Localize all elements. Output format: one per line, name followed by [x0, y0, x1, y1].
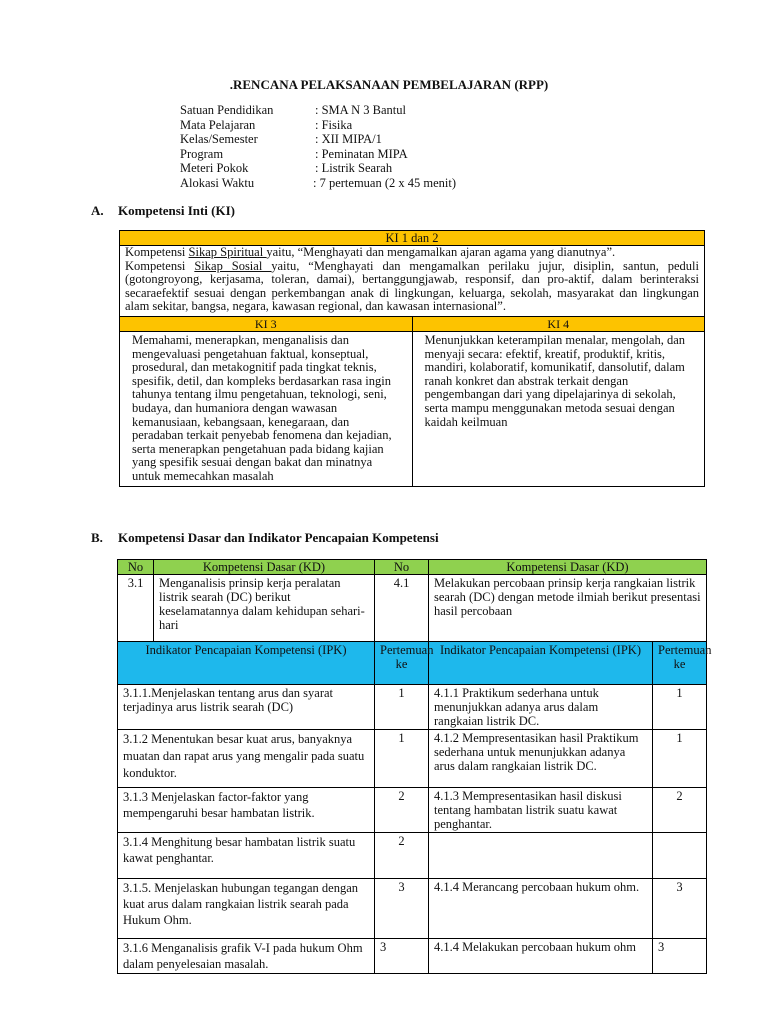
- section-a-heading: [91, 203, 235, 219]
- info-label: Meteri Pokok: [180, 161, 249, 176]
- info-row: [180, 132, 456, 147]
- ki3-body: Memahami, menerapkan, menganalisis dan mengevaluasi pengetahuan faktual, konseptual, prosedural, dan metakognitif pada tingkat teknis, spesifik, detil, dan kompleks berdasarkan rasa ingin tahunya tentang ilmu pengetahuan, teknologi, seni, budaya, dan humaniora dengan wawasan kemanusiaan, kebangsaan, kenegaraan, dan peradaban terkait penyebab fenomena dan kejadian, serta menerapkan pengetahuan pada bidang kajian yang spesifik sesuai dengan bakat dan minatnya untuk memecahkan masalah: [120, 331, 413, 486]
- section-letter: A.: [91, 203, 104, 218]
- info-value: : Listrik Searah: [315, 161, 393, 176]
- section-letter: B.: [91, 530, 103, 545]
- pertemuan-cell: 1: [653, 685, 707, 730]
- pertemuan-cell: 1: [375, 685, 429, 730]
- header-pertemuan-4: Pertemuan ke: [653, 642, 707, 685]
- ipk-4-cell: 4.1.4 Melakukan percobaan hukum ohm: [429, 939, 653, 974]
- ipk-3-cell: 3.1.3 Menjelaskan factor-faktor yang mempengaruhi besar hambatan listrik.: [118, 788, 375, 833]
- ki12-body: [120, 246, 705, 317]
- section-title: Kompetensi Dasar dan Indikator Pencapaian Kompetensi: [118, 530, 439, 545]
- ipk-4-cell: 4.1.3 Mempresentasikan hasil diskusi tentang hambatan listrik suatu kawat penghantar.: [429, 788, 653, 833]
- info-label: Program: [180, 146, 224, 161]
- info-label: Mata Pelajaran: [180, 117, 256, 132]
- ipk-3-cell: 3.1.6 Menganalisis grafik V-I pada hukum Ohm dalam penyelesaian masalah.: [118, 939, 375, 974]
- kd-4-1: Melakukan percobaan prinsip kerja rangkaian listrik searah (DC) dengan metode ilmiah berikut presentasi hasil percobaan: [429, 575, 707, 642]
- pertemuan-cell: 1: [375, 730, 429, 788]
- info-row: [180, 118, 456, 133]
- kd-no-3-1: 3.1: [118, 575, 154, 642]
- pertemuan-cell: 3: [653, 939, 707, 974]
- header-kd-1: Kompetensi Dasar (KD): [154, 560, 375, 575]
- info-row: [180, 147, 456, 162]
- ki1-text: [125, 246, 699, 260]
- pertemuan-cell: 3: [375, 939, 429, 974]
- info-value: : XII MIPA/1: [315, 132, 382, 147]
- info-label: Satuan Pendidikan: [180, 103, 274, 117]
- ipk-3-cell: 3.1.5. Menjelaskan hubungan tegangan dengan kuat arus dalam rangkaian listrik searah pada Hukum Ohm.: [118, 879, 375, 939]
- pertemuan-cell: 1: [653, 730, 707, 788]
- ki1-post: yaitu, “Menghayati dan mengamalkan ajaran agama yang dianutnya”.: [266, 245, 616, 259]
- ki1-underlined: Sikap Spiritual: [188, 245, 267, 259]
- ipk-4-cell: 4.1.4 Merancang percobaan hukum ohm.: [429, 879, 653, 939]
- info-value: : SMA N 3 Bantul: [315, 103, 406, 117]
- ki2-text: [125, 260, 699, 316]
- header-ipk-3: Indikator Pencapaian Kompetensi (IPK): [118, 642, 375, 685]
- section-b-heading: [91, 530, 439, 546]
- header-no-1: No: [118, 560, 154, 575]
- ki4-header: KI 4: [412, 316, 705, 331]
- ipk-3-cell: 3.1.1.Menjelaskan tentang arus dan syarat terjadinya arus listrik searah (DC): [118, 685, 375, 730]
- pertemuan-cell: 2: [653, 788, 707, 833]
- ki3-header: KI 3: [120, 316, 413, 331]
- ki2-underlined: Sikap Sosial: [194, 258, 272, 273]
- ipk-4-cell: 4.1.1 Praktikum sederhana untuk menunjukkan adanya arus dalam rangkaian listrik DC.: [429, 685, 653, 730]
- section-title: Kompetensi Inti (KI): [118, 203, 235, 218]
- header-ipk-4: Indikator Pencapaian Kompetensi (IPK): [429, 642, 653, 685]
- pertemuan-cell: 2: [375, 833, 429, 879]
- header-no-2: No: [375, 560, 429, 575]
- info-row: [180, 176, 456, 191]
- info-value: : Fisika: [315, 117, 353, 132]
- ki1-pre: Kompetensi: [125, 245, 189, 259]
- header-kd-2: Kompetensi Dasar (KD): [429, 560, 707, 575]
- ipk-4-cell: [429, 833, 653, 879]
- pertemuan-cell: 3: [375, 879, 429, 939]
- info-value: : 7 pertemuan (2 x 45 menit): [313, 175, 457, 190]
- ki12-header: KI 1 dan 2: [120, 231, 705, 246]
- identity-block: [180, 103, 456, 191]
- kd-3-1: Menganalisis prinsip kerja peralatan listrik searah (DC) berikut keselamatannya dalam kehidupan sehari-hari: [154, 575, 375, 642]
- kd-table: [117, 559, 712, 974]
- ipk-3-cell: 3.1.4 Menghitung besar hambatan listrik suatu kawat penghantar.: [118, 833, 375, 879]
- document-title: .RENCANA PELAKSANAAN PEMBELAJARAN (RPP): [229, 77, 549, 92]
- ipk-3-cell: 3.1.2 Menentukan besar kuat arus, banyaknya muatan dan rapat arus yang mengalir pada suatu konduktor.: [118, 730, 375, 788]
- ki-table: [119, 230, 705, 487]
- kd-no-4-1: 4.1: [375, 575, 429, 642]
- ipk-4-cell: 4.1.2 Mempresentasikan hasil Praktikum sederhana untuk menunjukkan adanya arus dalam rangkaian listrik DC.: [429, 730, 653, 788]
- info-row: [180, 103, 456, 118]
- header-pertemuan-3: Pertemuan ke: [375, 642, 429, 685]
- info-label: Kelas/Semester: [180, 132, 258, 147]
- ki2-pre: Kompetensi: [125, 258, 195, 273]
- info-label: Alokasi Waktu: [180, 175, 255, 190]
- info-value: : Peminatan MIPA: [315, 146, 408, 161]
- info-row: [180, 161, 456, 176]
- ki2-post: yaitu, “Menghayati dan mengamalkan perilaku jujur, disiplin, santun, peduli (gotongroyong, kerjasama, toleran, damai), bertanggungjawab, responsif, dan pro-aktif, dalam berinteraksi secaraefektif sesuai dengan perkembangan anak di lingkungan, keluarga, sekolah, masyarakat dan lingkungan alam sekitar, bangsa, negara, kawasan regional, dan kawasan internasional”.: [125, 258, 699, 314]
- pertemuan-cell: 3: [653, 879, 707, 939]
- pertemuan-cell: [653, 833, 707, 879]
- pertemuan-cell: 2: [375, 788, 429, 833]
- ki4-body: Menunjukkan keterampilan menalar, mengolah, dan menyaji secara: efektif, kreatif, produktif, kritis, mandiri, kolaboratif, komunikatif, dansolutif, dalam ranah konkret dan abstrak terkait dengan pengembangan dari yang dipelajarinya di sekolah, serta mampu menggunakan metoda sesuai dengan kaidah keilmuan: [412, 331, 705, 486]
